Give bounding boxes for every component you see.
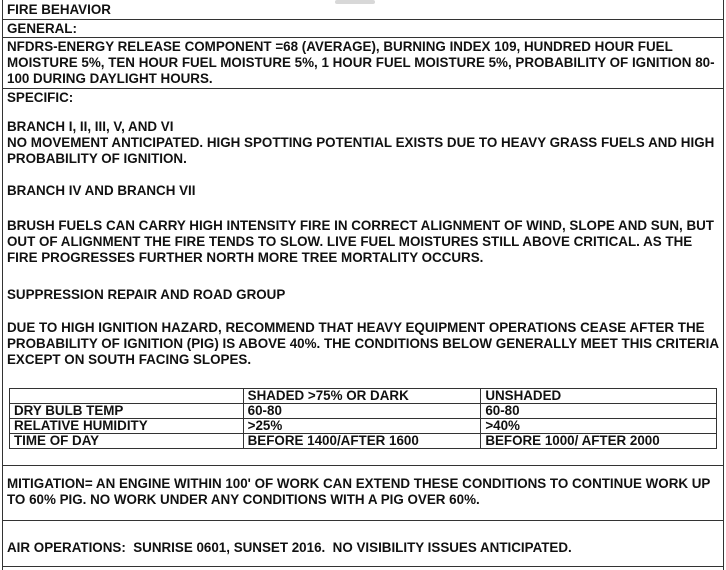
suppression-text: DUE TO HIGH IGNITION HAZARD, RECOMMEND THAT HEAVY EQUIPMENT OPERATIONS CEASE AFTER THE PROBABILITY OF IGNITION (PIG) IS ABOVE 40%. THE CONDITIONS BELOW GENERALLY MEET THIS CRITERIA EXCEPT ON SOUTH FACING SLOPES. <box>7 320 719 367</box>
table-header-cell: UNSHADED <box>481 389 717 404</box>
table-cell: RELATIVE HUMIDITY <box>10 419 244 434</box>
general-text: NFDRS-ENERGY RELEASE COMPONENT =68 (AVERAGE), BURNING INDEX 109, HUNDRED HOUR FUEL MOISTURE 5%, TEN HOUR FUEL MOISTURE 5%, 1 HOUR FUEL MOISTURE 5%, PROBABILITY OF IGNITION 80-100 DURING DAYLIGHT HOURS. <box>7 39 715 86</box>
table-cell: 60-80 <box>243 404 481 419</box>
table-cell: DRY BULB TEMP <box>10 404 244 419</box>
mitigation-text: MITIGATION= AN ENGINE WITHIN 100' OF WORK CAN EXTEND THESE CONDITIONS TO CONTINUE WORK UP TO 60% PIG. NO WORK UNDER ANY CONDITIONS WITH A PIG OVER 60%. <box>7 476 711 507</box>
divider <box>2 37 724 38</box>
table-row <box>10 434 717 449</box>
table-cell: BEFORE 1000/ AFTER 2000 <box>481 434 717 449</box>
divider <box>2 88 724 89</box>
table-cell: >40% <box>481 419 717 434</box>
scan-artifact <box>335 0 375 4</box>
air-operations-text: AIR OPERATIONS: SUNRISE 0601, SUNSET 2016. NO VISIBILITY ISSUES ANTICIPATED. <box>7 540 572 555</box>
branch-group-2-heading: BRANCH IV AND BRANCH VII <box>7 183 196 198</box>
left-border <box>2 0 3 570</box>
divider <box>2 465 724 466</box>
section-title-fire-behavior: FIRE BEHAVIOR <box>7 2 111 17</box>
divider <box>2 19 724 20</box>
table-header-cell <box>10 389 244 404</box>
right-border <box>723 0 724 570</box>
table-row <box>10 404 717 419</box>
divider <box>2 520 724 521</box>
table-row <box>10 419 717 434</box>
general-heading: GENERAL: <box>7 21 77 36</box>
divider <box>2 566 724 567</box>
table-cell: >25% <box>243 419 481 434</box>
table-header-cell: SHADED >75% OR DARK <box>243 389 481 404</box>
branch-group-2-text: BRUSH FUELS CAN CARRY HIGH INTENSITY FIRE IN CORRECT ALIGNMENT OF WIND, SLOPE AND SUN, BUT OUT OF ALIGNMENT THE FIRE TENDS TO SLOW. LIVE FUEL MOISTURES STILL ABOVE CRITICAL. AS THE FIRE PROGRESSES FURTHER NORTH MORE TREE MORTALITY OCCURS. <box>7 218 714 265</box>
specific-heading: SPECIFIC: <box>7 90 74 105</box>
suppression-heading: SUPPRESSION REPAIR AND ROAD GROUP <box>7 287 286 302</box>
table-cell: 60-80 <box>481 404 717 419</box>
table-cell: TIME OF DAY <box>10 434 244 449</box>
branch-group-1-heading: BRANCH I, II, III, V, AND VI <box>7 119 174 134</box>
conditions-table <box>9 388 717 449</box>
table-cell: BEFORE 1400/AFTER 1600 <box>243 434 481 449</box>
table-header-row <box>10 389 717 404</box>
branch-group-1-text: NO MOVEMENT ANTICIPATED. HIGH SPOTTING POTENTIAL EXISTS DUE TO HEAVY GRASS FUELS AND HIGH PROBABILITY OF IGNITION. <box>7 135 715 166</box>
